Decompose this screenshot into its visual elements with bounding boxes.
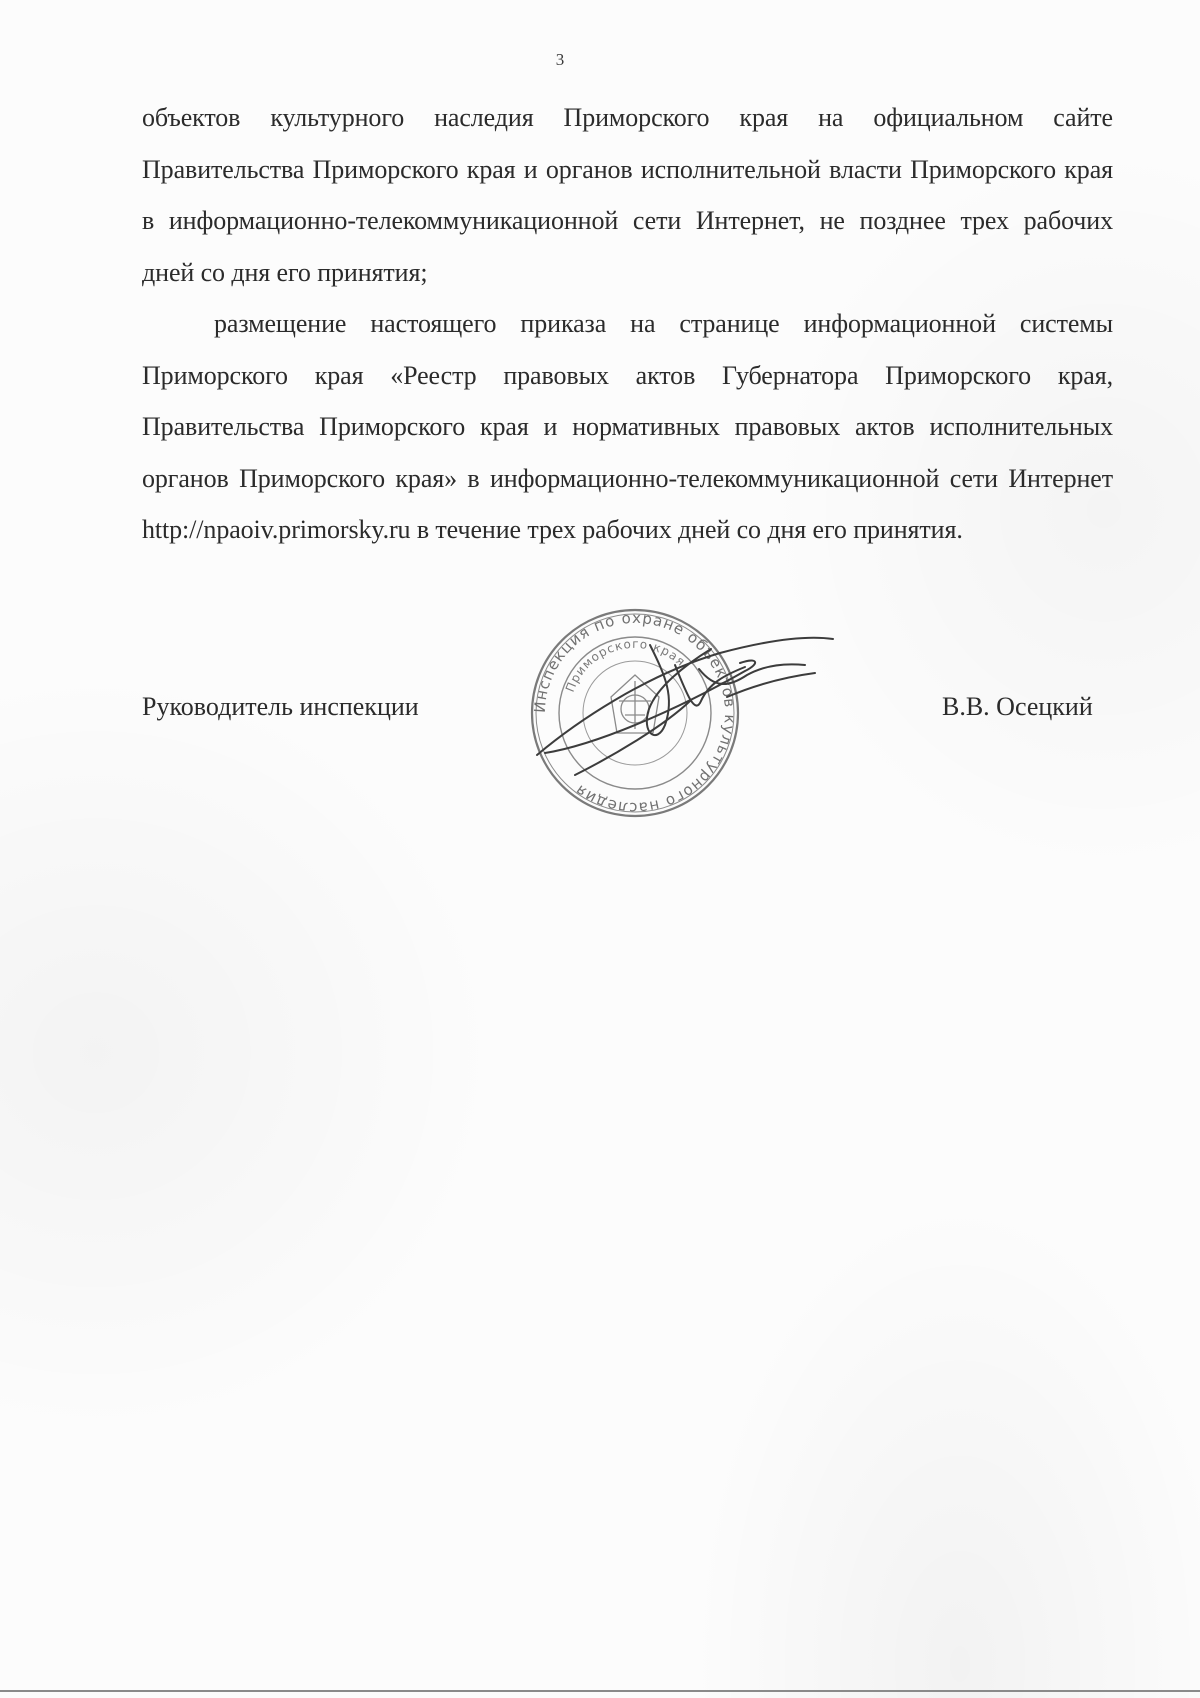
- body-paragraph-2: размещение настоящего приказа на странице информационной системы Приморского края «Реестр правовых актов Губернатора Приморского края, Правительства Приморского края и нормативных правовых актов исполнительных органов Приморского края» в информационно-телекоммуникационной сети Интернет http://npaoiv.primorsky.ru в течение трех рабочих дней со дня его принятия.: [142, 309, 1113, 545]
- stamp-outer-text: Инспекция по охране объектов культурного наследия: [530, 608, 740, 818]
- body-paragraph-1: объектов культурного наследия Приморского края на официальном сайте Правительства Приморского края и органов исполнительной власти Приморского края в информационно-телекоммуникационной сети Интернет, не позднее трех рабочих дней со дня его принятия;: [142, 103, 1113, 287]
- stamp-inner-text: Приморского края: [562, 636, 689, 694]
- page-number: 3: [555, 50, 565, 69]
- stamp-seal-icon: [515, 605, 845, 820]
- scan-bottom-edge: [0, 1690, 1200, 1692]
- official-stamp-with-signature: [515, 605, 845, 820]
- signer-name: В.В. Осецкий: [942, 692, 1093, 721]
- signer-title: Руководитель инспекции: [142, 692, 419, 721]
